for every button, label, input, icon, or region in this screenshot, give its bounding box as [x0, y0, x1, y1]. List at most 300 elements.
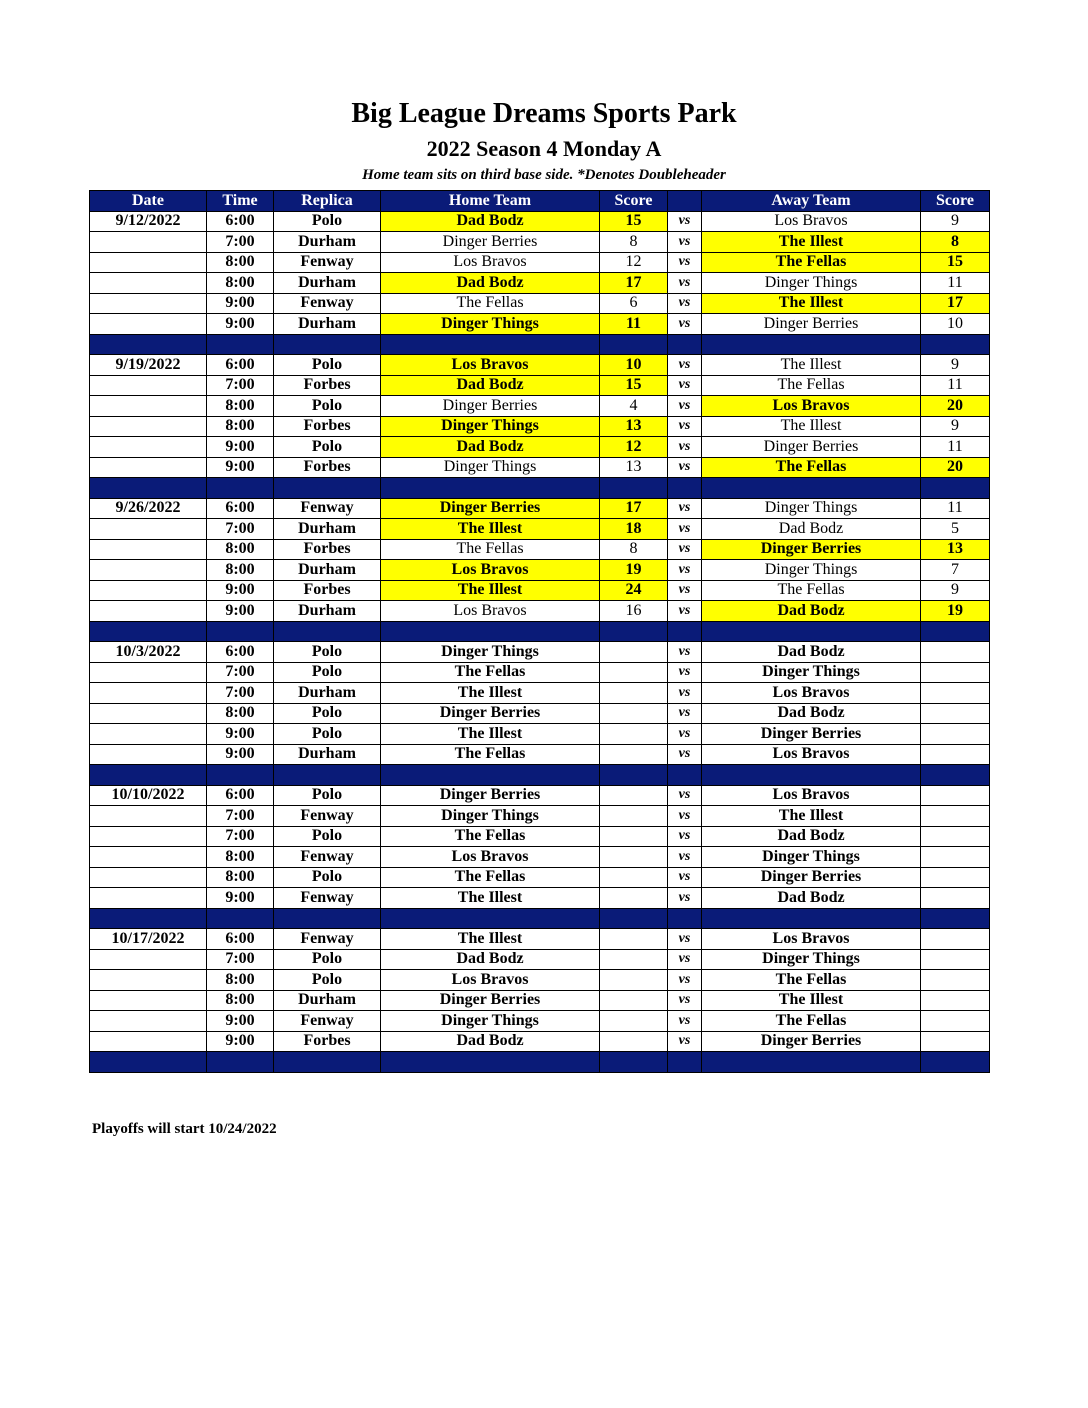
- separator-cell: [274, 334, 381, 355]
- vs-label: vs: [668, 949, 702, 970]
- home-score: 8: [600, 232, 668, 253]
- game-time: 8:00: [207, 396, 274, 417]
- game-row: [90, 683, 990, 704]
- separator-cell: [381, 621, 600, 642]
- home-score: 15: [600, 211, 668, 232]
- separator-cell: [921, 908, 990, 929]
- home-score: [600, 703, 668, 724]
- home-team: Los Bravos: [381, 970, 600, 991]
- away-score: [921, 888, 990, 909]
- separator-cell: [381, 765, 600, 786]
- separator-cell: [600, 478, 668, 499]
- separator-cell: [207, 765, 274, 786]
- away-team: Los Bravos: [702, 929, 921, 950]
- game-row: [90, 457, 990, 478]
- vs-label: vs: [668, 744, 702, 765]
- date-cell: [90, 416, 207, 437]
- field-name: Polo: [274, 662, 381, 683]
- game-time: 9:00: [207, 744, 274, 765]
- week-separator: [90, 1052, 990, 1073]
- vs-label: vs: [668, 683, 702, 704]
- home-score: 17: [600, 498, 668, 519]
- home-team: Dinger Berries: [381, 990, 600, 1011]
- away-team: Los Bravos: [702, 744, 921, 765]
- week-date: 10/17/2022: [90, 929, 207, 950]
- game-time: 7:00: [207, 232, 274, 253]
- game-time: 8:00: [207, 990, 274, 1011]
- field-name: Durham: [274, 683, 381, 704]
- away-team: Dinger Berries: [702, 724, 921, 745]
- home-team: Dinger Things: [381, 416, 600, 437]
- game-time: 9:00: [207, 580, 274, 601]
- vs-label: vs: [668, 826, 702, 847]
- field-name: Fenway: [274, 806, 381, 827]
- game-time: 8:00: [207, 539, 274, 560]
- vs-label: vs: [668, 703, 702, 724]
- away-team: Los Bravos: [702, 396, 921, 417]
- separator-cell: [90, 478, 207, 499]
- away-score: 9: [921, 355, 990, 376]
- away-score: [921, 949, 990, 970]
- game-row: [90, 314, 990, 335]
- away-team: The Illest: [702, 232, 921, 253]
- game-row: [90, 888, 990, 909]
- game-time: 8:00: [207, 416, 274, 437]
- home-team: Dinger Berries: [381, 498, 600, 519]
- game-row: [90, 375, 990, 396]
- date-cell: [90, 580, 207, 601]
- game-row: [90, 990, 990, 1011]
- date-cell: [90, 662, 207, 683]
- schedule-note: Home team sits on third base side. *Denotes Doubleheader: [362, 167, 726, 183]
- vs-label: vs: [668, 437, 702, 458]
- vs-label: vs: [668, 888, 702, 909]
- col-home-team: Home Team: [381, 191, 600, 212]
- field-name: Forbes: [274, 539, 381, 560]
- home-team: Dinger Berries: [381, 703, 600, 724]
- home-team: Dad Bodz: [381, 273, 600, 294]
- away-team: The Illest: [702, 355, 921, 376]
- home-score: 4: [600, 396, 668, 417]
- separator-cell: [90, 334, 207, 355]
- game-time: 9:00: [207, 293, 274, 314]
- game-time: 9:00: [207, 888, 274, 909]
- away-score: 9: [921, 416, 990, 437]
- home-score: 16: [600, 601, 668, 622]
- home-score: [600, 867, 668, 888]
- date-cell: [90, 990, 207, 1011]
- date-cell: [90, 437, 207, 458]
- home-score: [600, 806, 668, 827]
- home-team: Los Bravos: [381, 601, 600, 622]
- col-date: Date: [90, 191, 207, 212]
- game-row: [90, 580, 990, 601]
- game-time: 6:00: [207, 355, 274, 376]
- vs-label: vs: [668, 970, 702, 991]
- away-team: Los Bravos: [702, 785, 921, 806]
- away-score: 20: [921, 396, 990, 417]
- separator-cell: [381, 334, 600, 355]
- week-separator: [90, 908, 990, 929]
- game-row: [90, 703, 990, 724]
- vs-label: vs: [668, 662, 702, 683]
- separator-cell: [274, 1052, 381, 1073]
- date-cell: [90, 375, 207, 396]
- home-score: [600, 724, 668, 745]
- away-team: Los Bravos: [702, 683, 921, 704]
- field-name: Fenway: [274, 1011, 381, 1032]
- field-name: Forbes: [274, 457, 381, 478]
- away-team: Dinger Berries: [702, 867, 921, 888]
- away-score: [921, 867, 990, 888]
- home-score: 18: [600, 519, 668, 540]
- field-name: Durham: [274, 560, 381, 581]
- away-team: The Fellas: [702, 970, 921, 991]
- away-score: [921, 683, 990, 704]
- week-separator: [90, 478, 990, 499]
- vs-label: vs: [668, 314, 702, 335]
- game-time: 9:00: [207, 457, 274, 478]
- separator-cell: [207, 908, 274, 929]
- away-score: 13: [921, 539, 990, 560]
- game-row: [90, 252, 990, 273]
- home-score: 6: [600, 293, 668, 314]
- season-subtitle: 2022 Season 4 Monday A: [426, 136, 662, 161]
- separator-cell: [600, 621, 668, 642]
- week-separator: [90, 334, 990, 355]
- field-name: Polo: [274, 785, 381, 806]
- separator-cell: [600, 334, 668, 355]
- vs-label: vs: [668, 867, 702, 888]
- date-cell: [90, 970, 207, 991]
- game-row: [90, 211, 990, 232]
- away-team: Dinger Things: [702, 847, 921, 868]
- game-time: 7:00: [207, 683, 274, 704]
- vs-label: vs: [668, 355, 702, 376]
- week-date: 9/26/2022: [90, 498, 207, 519]
- home-team: The Fellas: [381, 293, 600, 314]
- game-time: 9:00: [207, 314, 274, 335]
- vs-label: vs: [668, 539, 702, 560]
- away-score: [921, 1031, 990, 1052]
- separator-cell: [381, 478, 600, 499]
- game-row: [90, 867, 990, 888]
- field-name: Durham: [274, 990, 381, 1011]
- home-team: The Illest: [381, 929, 600, 950]
- home-team: Los Bravos: [381, 847, 600, 868]
- home-score: [600, 847, 668, 868]
- date-cell: [90, 724, 207, 745]
- col-away-score: Score: [921, 191, 990, 212]
- separator-cell: [921, 334, 990, 355]
- separator-cell: [668, 478, 702, 499]
- game-time: 8:00: [207, 273, 274, 294]
- vs-label: vs: [668, 252, 702, 273]
- away-score: 20: [921, 457, 990, 478]
- game-row: [90, 724, 990, 745]
- schedule-table: [89, 190, 990, 1073]
- home-score: [600, 642, 668, 663]
- field-name: Polo: [274, 826, 381, 847]
- away-score: 19: [921, 601, 990, 622]
- home-team: Dinger Things: [381, 457, 600, 478]
- home-score: [600, 1011, 668, 1032]
- vs-label: vs: [668, 519, 702, 540]
- separator-cell: [274, 621, 381, 642]
- away-team: Dinger Berries: [702, 437, 921, 458]
- home-score: [600, 990, 668, 1011]
- date-cell: [90, 252, 207, 273]
- home-team: The Illest: [381, 580, 600, 601]
- away-score: 9: [921, 211, 990, 232]
- field-name: Durham: [274, 519, 381, 540]
- home-score: [600, 970, 668, 991]
- away-score: 11: [921, 437, 990, 458]
- away-team: Dad Bodz: [702, 703, 921, 724]
- home-team: Dinger Things: [381, 1011, 600, 1032]
- field-name: Fenway: [274, 888, 381, 909]
- game-row: [90, 293, 990, 314]
- separator-cell: [702, 334, 921, 355]
- game-time: 6:00: [207, 642, 274, 663]
- vs-label: vs: [668, 375, 702, 396]
- vs-label: vs: [668, 457, 702, 478]
- home-team: Dad Bodz: [381, 211, 600, 232]
- vs-label: vs: [668, 724, 702, 745]
- away-score: 7: [921, 560, 990, 581]
- game-time: 9:00: [207, 724, 274, 745]
- field-name: Fenway: [274, 293, 381, 314]
- separator-cell: [90, 1052, 207, 1073]
- date-cell: [90, 1031, 207, 1052]
- game-row: [90, 970, 990, 991]
- game-time: 7:00: [207, 826, 274, 847]
- field-name: Polo: [274, 970, 381, 991]
- date-cell: [90, 519, 207, 540]
- home-score: 17: [600, 273, 668, 294]
- game-row: [90, 396, 990, 417]
- game-row: [90, 601, 990, 622]
- date-cell: [90, 273, 207, 294]
- away-team: The Fellas: [702, 580, 921, 601]
- home-team: The Fellas: [381, 744, 600, 765]
- separator-cell: [207, 621, 274, 642]
- vs-label: vs: [668, 990, 702, 1011]
- game-row: [90, 539, 990, 560]
- vs-label: vs: [668, 560, 702, 581]
- away-team: Dinger Berries: [702, 539, 921, 560]
- date-cell: [90, 683, 207, 704]
- field-name: Polo: [274, 867, 381, 888]
- field-name: Polo: [274, 211, 381, 232]
- field-name: Polo: [274, 949, 381, 970]
- home-team: Dad Bodz: [381, 1031, 600, 1052]
- col-time: Time: [207, 191, 274, 212]
- date-cell: [90, 1011, 207, 1032]
- away-score: [921, 970, 990, 991]
- home-team: The Fellas: [381, 662, 600, 683]
- away-score: [921, 826, 990, 847]
- separator-cell: [921, 765, 990, 786]
- vs-label: vs: [668, 273, 702, 294]
- away-score: 8: [921, 232, 990, 253]
- vs-label: vs: [668, 1031, 702, 1052]
- game-time: 8:00: [207, 703, 274, 724]
- field-name: Forbes: [274, 416, 381, 437]
- vs-label: vs: [668, 1011, 702, 1032]
- game-row: [90, 847, 990, 868]
- vs-label: vs: [668, 806, 702, 827]
- field-name: Durham: [274, 232, 381, 253]
- field-name: Polo: [274, 355, 381, 376]
- date-cell: [90, 949, 207, 970]
- game-row: [90, 273, 990, 294]
- field-name: Fenway: [274, 252, 381, 273]
- away-team: The Fellas: [702, 1011, 921, 1032]
- game-row: [90, 662, 990, 683]
- game-time: 7:00: [207, 519, 274, 540]
- home-score: 12: [600, 437, 668, 458]
- home-team: Los Bravos: [381, 252, 600, 273]
- date-cell: [90, 396, 207, 417]
- home-score: 13: [600, 457, 668, 478]
- field-name: Forbes: [274, 580, 381, 601]
- game-row: [90, 519, 990, 540]
- field-name: Durham: [274, 601, 381, 622]
- game-row: [90, 355, 990, 376]
- home-score: 12: [600, 252, 668, 273]
- home-score: [600, 888, 668, 909]
- away-score: 11: [921, 375, 990, 396]
- separator-cell: [921, 1052, 990, 1073]
- away-team: Dinger Things: [702, 949, 921, 970]
- game-time: 9:00: [207, 601, 274, 622]
- game-row: [90, 1011, 990, 1032]
- home-team: The Fellas: [381, 539, 600, 560]
- page-title: Big League Dreams Sports Park: [351, 98, 737, 129]
- home-score: [600, 683, 668, 704]
- vs-label: vs: [668, 601, 702, 622]
- away-team: Dad Bodz: [702, 601, 921, 622]
- home-score: 13: [600, 416, 668, 437]
- away-score: [921, 703, 990, 724]
- date-cell: [90, 847, 207, 868]
- playoffs-note: Playoffs will start 10/24/2022: [92, 1121, 277, 1137]
- vs-label: vs: [668, 785, 702, 806]
- home-team: The Fellas: [381, 867, 600, 888]
- game-row: [90, 416, 990, 437]
- game-time: 9:00: [207, 437, 274, 458]
- home-score: 15: [600, 375, 668, 396]
- home-score: [600, 662, 668, 683]
- home-team: Dad Bodz: [381, 949, 600, 970]
- away-team: Dinger Things: [702, 560, 921, 581]
- vs-label: vs: [668, 211, 702, 232]
- game-row: [90, 1031, 990, 1052]
- away-team: Los Bravos: [702, 211, 921, 232]
- home-score: [600, 744, 668, 765]
- separator-cell: [702, 621, 921, 642]
- week-separator: [90, 765, 990, 786]
- home-score: 11: [600, 314, 668, 335]
- away-team: The Fellas: [702, 457, 921, 478]
- field-name: Polo: [274, 437, 381, 458]
- away-team: Dinger Things: [702, 498, 921, 519]
- separator-cell: [702, 765, 921, 786]
- date-cell: [90, 601, 207, 622]
- away-team: The Illest: [702, 990, 921, 1011]
- away-score: 10: [921, 314, 990, 335]
- vs-label: vs: [668, 416, 702, 437]
- vs-label: vs: [668, 498, 702, 519]
- week-separator: [90, 621, 990, 642]
- game-row: [90, 437, 990, 458]
- separator-cell: [207, 334, 274, 355]
- game-row: [90, 744, 990, 765]
- col-away-team: Away Team: [702, 191, 921, 212]
- week-date: 9/19/2022: [90, 355, 207, 376]
- home-team: Dinger Things: [381, 314, 600, 335]
- game-time: 8:00: [207, 970, 274, 991]
- game-row: [90, 232, 990, 253]
- game-row: [90, 929, 990, 950]
- vs-label: vs: [668, 847, 702, 868]
- week-date: 9/12/2022: [90, 211, 207, 232]
- date-cell: [90, 457, 207, 478]
- col-home-score: Score: [600, 191, 668, 212]
- away-team: The Illest: [702, 293, 921, 314]
- home-team: The Illest: [381, 519, 600, 540]
- field-name: Durham: [274, 744, 381, 765]
- home-score: 8: [600, 539, 668, 560]
- field-name: Polo: [274, 396, 381, 417]
- date-cell: [90, 293, 207, 314]
- field-name: Polo: [274, 703, 381, 724]
- home-team: Los Bravos: [381, 355, 600, 376]
- field-name: Durham: [274, 314, 381, 335]
- separator-cell: [921, 621, 990, 642]
- date-cell: [90, 744, 207, 765]
- away-score: [921, 929, 990, 950]
- vs-label: vs: [668, 580, 702, 601]
- game-row: [90, 785, 990, 806]
- separator-cell: [702, 908, 921, 929]
- home-team: The Fellas: [381, 826, 600, 847]
- away-score: 17: [921, 293, 990, 314]
- separator-cell: [274, 478, 381, 499]
- home-team: Dad Bodz: [381, 375, 600, 396]
- field-name: Polo: [274, 724, 381, 745]
- date-cell: [90, 703, 207, 724]
- home-score: [600, 785, 668, 806]
- separator-cell: [600, 908, 668, 929]
- away-team: The Fellas: [702, 252, 921, 273]
- game-time: 6:00: [207, 929, 274, 950]
- field-name: Fenway: [274, 847, 381, 868]
- separator-cell: [600, 765, 668, 786]
- separator-cell: [702, 478, 921, 499]
- away-score: [921, 642, 990, 663]
- game-time: 7:00: [207, 375, 274, 396]
- separator-cell: [668, 621, 702, 642]
- away-team: Dinger Berries: [702, 1031, 921, 1052]
- game-time: 6:00: [207, 498, 274, 519]
- date-cell: [90, 539, 207, 560]
- week-date: 10/3/2022: [90, 642, 207, 663]
- game-time: 7:00: [207, 662, 274, 683]
- away-score: 11: [921, 273, 990, 294]
- away-team: The Illest: [702, 806, 921, 827]
